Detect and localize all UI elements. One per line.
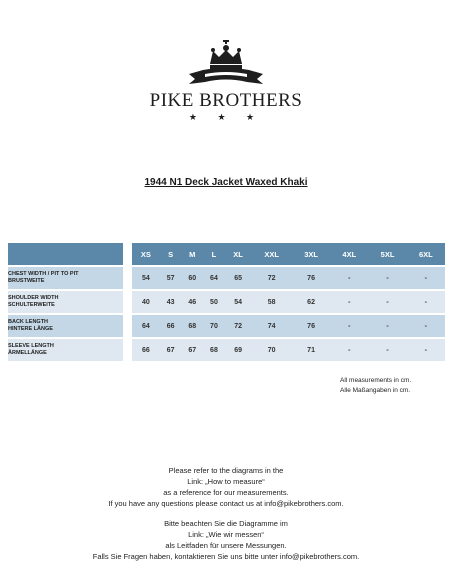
size-header: S <box>160 243 182 265</box>
size-header: 4XL <box>330 243 368 265</box>
table-cell: 66 <box>160 315 182 337</box>
info-german <box>0 518 452 562</box>
table-cell: 74 <box>251 315 292 337</box>
info-line: Bitte beachten Sie die Diagramme im <box>164 519 288 528</box>
size-header: 5XL <box>368 243 406 265</box>
table-cell: 69 <box>225 339 252 361</box>
table-cell: 57 <box>160 267 182 289</box>
table-cell: 67 <box>181 339 203 361</box>
brand-name: PIKE BROTHERS <box>149 90 303 111</box>
size-header-row <box>8 243 445 265</box>
table-cell: - <box>330 339 368 361</box>
brand-logo <box>0 40 452 88</box>
table-cell: 70 <box>251 339 292 361</box>
page-title: 1944 N1 Deck Jacket Waxed Khaki <box>144 177 308 188</box>
info-line: Please refer to the diagrams in the <box>168 466 284 475</box>
table-cell: 54 <box>132 267 160 289</box>
table-row <box>8 315 445 337</box>
table-cell: - <box>407 339 445 361</box>
table-cell: 50 <box>203 291 225 313</box>
size-header: XXL <box>251 243 292 265</box>
size-header: M <box>181 243 203 265</box>
brand-stars: ★ ★ ★ <box>188 112 264 122</box>
size-header: XL <box>225 243 252 265</box>
table-cell: 72 <box>225 315 252 337</box>
table-cell: 62 <box>292 291 330 313</box>
size-header: L <box>203 243 225 265</box>
row-label: SLEEVE LENGTH ÄRMELLÄNGE <box>8 339 123 361</box>
table-cell: 71 <box>292 339 330 361</box>
table-cell: 65 <box>225 267 252 289</box>
table-cell: - <box>330 267 368 289</box>
table-cell: 64 <box>203 267 225 289</box>
table-cell: - <box>407 315 445 337</box>
table-cell: - <box>368 291 406 313</box>
info-line: als Leitfaden für unsere Messungen. <box>165 541 287 550</box>
table-corner <box>8 243 123 265</box>
size-header: XS <box>132 243 160 265</box>
table-cell: 72 <box>251 267 292 289</box>
wie-wir-messen-link[interactable]: Link: „Wie wir messen“ <box>188 530 264 539</box>
table-cell: - <box>368 267 406 289</box>
table-cell: 76 <box>292 315 330 337</box>
table-cell: - <box>330 291 368 313</box>
table-cell: 40 <box>132 291 160 313</box>
table-cell: 67 <box>160 339 182 361</box>
table-row <box>8 267 445 289</box>
note-en: All measurements in cm. <box>340 377 412 384</box>
size-header: 3XL <box>292 243 330 265</box>
table-cell: 43 <box>160 291 182 313</box>
crown-icon <box>181 40 271 88</box>
info-line: as a reference for our measurements. <box>163 488 289 497</box>
table-cell: 46 <box>181 291 203 313</box>
table-row <box>8 339 445 361</box>
table-cell: 68 <box>181 315 203 337</box>
row-label: BACK LENGTH HINTERE LÄNGE <box>8 315 123 337</box>
table-cell: 58 <box>251 291 292 313</box>
table-cell: - <box>407 291 445 313</box>
contact-line: Falls Sie Fragen haben, kontaktieren Sie uns bitte unter info@pikebrothers.com. <box>92 552 360 561</box>
info-block <box>0 465 452 562</box>
note-de: Alle Maßangaben in cm. <box>340 387 411 394</box>
table-cell: - <box>368 339 406 361</box>
table-cell: - <box>330 315 368 337</box>
measurement-note <box>340 376 411 396</box>
table-cell: 54 <box>225 291 252 313</box>
row-label: SHOULDER WIDTH SCHULTERWEITE <box>8 291 123 313</box>
info-english <box>0 465 452 509</box>
table-cell: 60 <box>181 267 203 289</box>
table-cell: - <box>407 267 445 289</box>
table-cell: 76 <box>292 267 330 289</box>
size-header: 6XL <box>407 243 445 265</box>
table-cell: 64 <box>132 315 160 337</box>
table-cell: 66 <box>132 339 160 361</box>
how-to-measure-link[interactable]: Link: „How to measure“ <box>187 477 265 486</box>
size-chart-table <box>8 241 445 363</box>
table-cell: 70 <box>203 315 225 337</box>
contact-line: If you have any questions please contact us at info@pikebrothers.com. <box>108 499 344 508</box>
row-label: CHEST WIDTH / PIT TO PIT BRUSTWEITE <box>8 267 123 289</box>
table-cell: - <box>368 315 406 337</box>
table-cell: 68 <box>203 339 225 361</box>
table-row <box>8 291 445 313</box>
